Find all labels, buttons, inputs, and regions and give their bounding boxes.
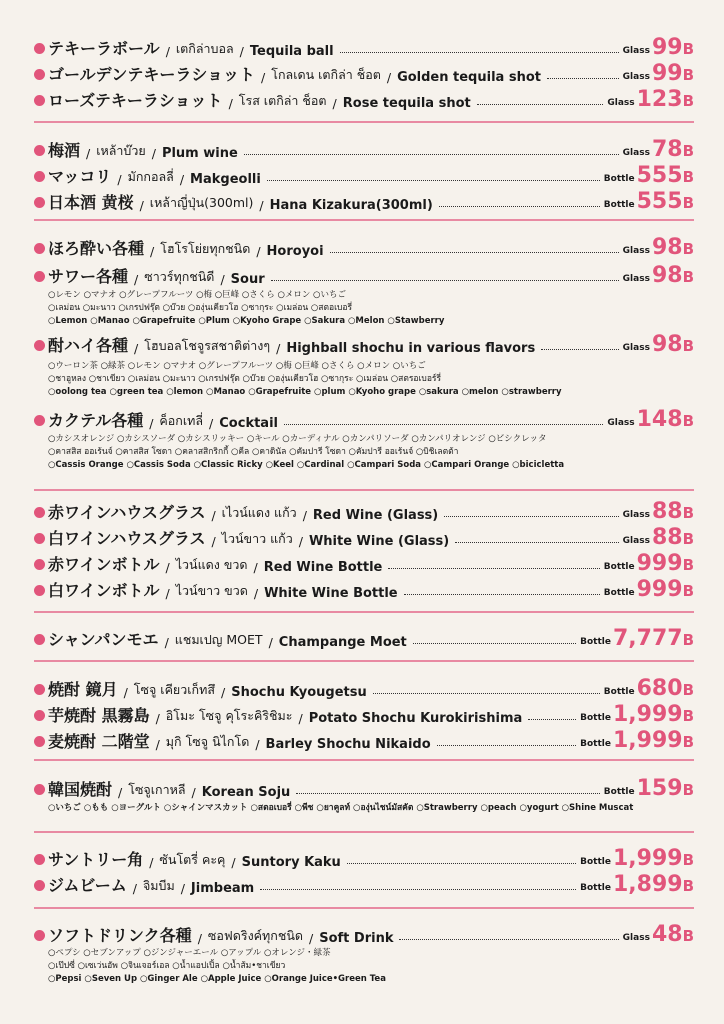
dotted-leader <box>296 793 599 794</box>
item-price: 123 <box>636 87 683 112</box>
bullet-icon <box>34 710 45 721</box>
separator: / <box>149 855 154 870</box>
item-name-th: ไวน์ขาว ขวด <box>175 583 248 598</box>
item-name-th: โฮโรโย่ยทุกชนิด <box>160 241 251 256</box>
serving-unit: Bottle <box>603 787 635 797</box>
separator: / <box>132 881 137 896</box>
menu-item <box>34 88 694 111</box>
serving-unit: Bottle <box>580 713 611 723</box>
separator: / <box>155 711 160 726</box>
bullet-icon <box>34 43 45 54</box>
separator: / <box>139 198 144 213</box>
item-name-en: Makgeolli <box>190 172 261 187</box>
currency-symbol: B <box>682 851 694 869</box>
item-name-en: Red Wine (Glass) <box>312 508 439 523</box>
item-name-jp: 芋焼酎 黒霧島 <box>48 706 150 725</box>
item-name-jp: シャンパンモエ <box>48 630 159 649</box>
bullet-icon <box>34 585 45 596</box>
dotted-leader <box>547 78 619 79</box>
item-name-en: Jimbeam <box>190 881 255 896</box>
menu-item <box>34 36 694 59</box>
item-price: 159 <box>636 776 683 801</box>
bullet-icon <box>34 533 45 544</box>
item-name-th: ซาวร์ทุกชนิดี <box>144 269 215 284</box>
currency-symbol: B <box>682 681 694 699</box>
item-price: 99 <box>651 61 683 86</box>
flavor-options: ○เป๊ปซี่ ○เซเว่นอัพ ○จินเจอร์เอล ○น้ำแอปเปิ้ล ○น้ำส้ม•ชาเขียว <box>48 961 286 971</box>
bullet-icon <box>34 243 45 254</box>
item-name-en: White Wine Bottle <box>264 586 398 601</box>
separator: / <box>239 44 244 59</box>
serving-unit: Glass <box>622 274 650 284</box>
item-name-th: เหล้าญี่ปุ่น(300ml) <box>149 195 254 210</box>
item-name-en: Rose tequila shot <box>342 96 471 111</box>
item-name-th: มักกอลลี่ <box>127 169 174 184</box>
item-price: 1,899 <box>612 872 683 897</box>
item-name-en: Hana Kizakura(300ml) <box>269 198 433 213</box>
item-name-th: ไวน์ขาว แก้ว <box>221 531 293 546</box>
separator: / <box>309 931 314 946</box>
item-name-th: ซอฟดริงค์ทุกชนิด <box>207 928 303 943</box>
separator: / <box>220 685 226 700</box>
item-name-th: ซันโตรี่ คะคุ <box>159 852 226 867</box>
item-price: 555 <box>636 163 683 188</box>
menu-item <box>34 190 694 213</box>
item-name-jp: ジムビーム <box>48 876 127 895</box>
serving-unit: Glass <box>622 510 650 520</box>
menu-item <box>34 729 694 752</box>
dotted-leader <box>528 719 576 720</box>
serving-unit: Glass <box>622 148 650 158</box>
item-price: 680 <box>636 676 683 701</box>
bullet-icon <box>34 736 45 747</box>
item-name-th: จิมบีม <box>142 878 175 893</box>
item-price: 7,777 <box>612 626 683 651</box>
item-name-th: โกลเดน เตกิล่า ช็อต <box>271 67 381 82</box>
item-name-jp: 麦焼酎 二階堂 <box>48 732 150 751</box>
item-name-jp: カクテル各種 <box>48 411 144 430</box>
item-name-en: Red Wine Bottle <box>263 560 383 575</box>
serving-unit: Glass <box>607 98 635 108</box>
dotted-leader <box>404 594 600 595</box>
menu-item <box>34 333 694 356</box>
item-name-th: แชมเปญ MOET <box>174 632 263 647</box>
item-name-en: Barley Shochu Nikaido <box>265 737 431 752</box>
item-price: 88 <box>651 499 683 524</box>
dotted-leader <box>444 516 618 517</box>
item-name-th: เหล้าบ๊วย <box>96 143 146 158</box>
separator: / <box>209 416 214 431</box>
dotted-leader <box>340 52 619 53</box>
item-price: 1,999 <box>612 702 683 727</box>
menu-item <box>34 164 694 187</box>
section-divider <box>34 219 694 221</box>
item-name-th: โซจูเกาหลี <box>128 782 186 797</box>
dotted-leader <box>439 206 600 207</box>
menu-item <box>34 677 694 700</box>
item-name-en: Sour <box>230 272 265 287</box>
separator: / <box>302 508 307 523</box>
dotted-leader <box>437 745 576 746</box>
item-name-jp: 酎ハイ各種 <box>48 336 129 355</box>
section-divider <box>34 489 694 491</box>
menu-item <box>34 923 694 946</box>
menu-item <box>34 847 694 870</box>
currency-symbol: B <box>682 733 694 751</box>
serving-unit: Bottle <box>580 883 611 893</box>
bullet-icon <box>34 880 45 891</box>
item-name-en: Cocktail <box>219 416 278 431</box>
serving-unit: Glass <box>607 418 635 428</box>
section-divider <box>34 759 694 761</box>
currency-symbol: B <box>682 504 694 522</box>
separator: / <box>165 586 170 601</box>
item-price: 99 <box>651 35 683 60</box>
section-divider <box>34 121 694 123</box>
item-price: 98 <box>651 235 683 260</box>
bullet-icon <box>34 854 45 865</box>
currency-symbol: B <box>682 168 694 186</box>
item-name-en: Golden tequila shot <box>397 70 541 85</box>
separator: / <box>197 931 202 946</box>
separator: / <box>134 341 139 356</box>
separator: / <box>253 586 259 601</box>
separator: / <box>117 172 122 187</box>
currency-symbol: B <box>682 877 694 895</box>
menu-item <box>34 627 694 650</box>
serving-unit: Glass <box>622 246 650 256</box>
currency-symbol: B <box>682 66 694 84</box>
dotted-leader <box>455 542 618 543</box>
menu-item <box>34 408 694 431</box>
serving-unit: Bottle <box>603 687 635 697</box>
currency-symbol: B <box>682 412 694 430</box>
bullet-icon <box>34 684 45 695</box>
section-divider <box>34 907 694 909</box>
serving-unit: Bottle <box>603 588 635 598</box>
item-name-jp: ほろ酔い各種 <box>48 239 145 258</box>
item-name-th: โซจู เคียวเก็ทสึ <box>133 682 215 697</box>
flavor-options: ○ชาอูหลง ○ชาเขียว ○เลม่อน ○มะนาว ○เกรปฟรุ๊ต ○บ๊วย ○องุ่นเคียวโฮ ○ซากุระ ○เมล่อน ○สตรอเบอร์รี่ <box>48 374 442 384</box>
serving-unit: Bottle <box>580 857 611 867</box>
separator: / <box>179 172 185 187</box>
flavor-options: ○カシスオレンジ ○カシスソーダ ○カシスリッキー ○キール ○カーディナル ○カンパリソーダ ○カンパリオレンジ ○ビシクレッタ <box>48 434 547 444</box>
item-price: 98 <box>651 332 683 357</box>
menu-item <box>34 500 694 523</box>
dotted-leader <box>284 424 603 425</box>
bullet-icon <box>34 197 45 208</box>
separator: / <box>276 341 281 356</box>
item-name-en: Plum wine <box>161 146 238 161</box>
currency-symbol: B <box>682 240 694 258</box>
item-name-en: Soft Drink <box>319 931 394 946</box>
dotted-leader <box>244 154 619 155</box>
separator: / <box>164 635 169 650</box>
serving-unit: Bottle <box>603 174 635 184</box>
bullet-icon <box>34 340 45 351</box>
menu-item <box>34 264 694 287</box>
serving-unit: Glass <box>622 72 650 82</box>
item-price: 88 <box>651 525 683 550</box>
currency-symbol: B <box>682 707 694 725</box>
dotted-leader <box>399 939 618 940</box>
separator: / <box>255 737 260 752</box>
flavor-options: ○Lemon ○Manao ○Grapefruite ○Plum ○Kyoho Grape ○Sakura ○Melon ○Stawberry <box>48 316 445 326</box>
item-name-en: Suntory Kaku <box>241 855 341 870</box>
currency-symbol: B <box>682 40 694 58</box>
bullet-icon <box>34 415 45 426</box>
currency-symbol: B <box>682 631 694 649</box>
item-name-jp: マッコリ <box>48 167 112 186</box>
item-name-jp: 白ワインボトル <box>48 581 160 600</box>
item-name-en: Horoyoi <box>266 244 324 259</box>
currency-symbol: B <box>682 92 694 110</box>
dotted-leader <box>541 349 618 350</box>
item-name-jp: 赤ワインボトル <box>48 555 160 574</box>
menu-item <box>34 552 694 575</box>
dotted-leader <box>260 889 576 890</box>
flavor-options: ○Cassis Orange ○Cassis Soda ○Classic Ricky ○Keel ○Cardinal ○Campari Soda ○Campari Orange ○bicicletta <box>48 460 565 470</box>
separator: / <box>150 244 155 259</box>
separator: / <box>165 560 170 575</box>
dotted-leader <box>373 693 600 694</box>
flavor-options: ○คาสสิส ออเร้นจ์ ○คาสสิส โซดา ○คลาสสิกริกกี้ ○คีล ○คาดินัล ○คัมปารี โซดา ○คัมปารี ออเร้นจ์ ○บิชิเลตต้า <box>48 447 459 457</box>
currency-symbol: B <box>682 556 694 574</box>
item-price: 1,999 <box>612 728 683 753</box>
menu-item <box>34 62 694 85</box>
separator: / <box>256 244 261 259</box>
serving-unit: Bottle <box>580 739 611 749</box>
menu-item <box>34 138 694 161</box>
flavor-options: ○Pepsi ○Seven Up ○Ginger Ale ○Apple Juice ○Orange Juice•Green Tea <box>48 974 386 984</box>
menu-item <box>34 873 694 896</box>
item-name-jp: 赤ワインハウスグラス <box>48 503 206 522</box>
currency-symbol: B <box>682 927 694 945</box>
bullet-icon <box>34 634 45 645</box>
separator: / <box>191 785 196 800</box>
bullet-icon <box>34 95 45 106</box>
serving-unit: Bottle <box>603 200 635 210</box>
item-name-jp: 梅酒 <box>48 141 81 160</box>
item-name-en: Potato Shochu Kurokirishima <box>308 711 523 726</box>
item-name-th: มุกิ โซจู นิไกโด <box>165 734 250 749</box>
item-price: 98 <box>651 263 683 288</box>
bullet-icon <box>34 69 45 80</box>
separator: / <box>211 508 216 523</box>
item-name-jp: ローズテキーラショット <box>48 91 223 110</box>
item-price: 148 <box>636 407 683 432</box>
flavor-options: ○oolong tea ○green tea ○lemon ○Manao ○Grapefruite ○plum ○Kyoho grape ○sakura ○melon ○strawberry <box>48 387 562 397</box>
serving-unit: Glass <box>622 343 650 353</box>
separator: / <box>155 737 160 752</box>
item-name-jp: テキーラボール <box>48 39 160 58</box>
bullet-icon <box>34 930 45 941</box>
dotted-leader <box>267 180 600 181</box>
separator: / <box>332 96 337 111</box>
separator: / <box>298 534 303 549</box>
section-divider <box>34 611 694 613</box>
item-name-jp: 韓国焼酎 <box>48 780 113 799</box>
item-price: 999 <box>636 577 683 602</box>
item-name-th: ค็อกเทลี่ <box>159 413 204 428</box>
item-name-jp: ゴールデンテキーラショット <box>48 65 256 84</box>
separator: / <box>151 146 156 161</box>
serving-unit: Glass <box>622 536 650 546</box>
currency-symbol: B <box>682 337 694 355</box>
section-divider <box>34 831 694 833</box>
item-name-jp: ソフトドリンク各種 <box>48 926 192 945</box>
bullet-icon <box>34 171 45 182</box>
separator: / <box>149 416 154 431</box>
menu-item <box>34 526 694 549</box>
separator: / <box>231 855 236 870</box>
currency-symbol: B <box>682 781 694 799</box>
flavor-options: ○レモン ○マナオ ○グレープフルーツ ○梅 ○巨峰 ○さくら ○メロン ○いちご <box>48 290 346 300</box>
separator: / <box>228 96 233 111</box>
separator: / <box>180 881 185 896</box>
separator: / <box>86 146 91 161</box>
serving-unit: Glass <box>622 933 650 943</box>
menu-item <box>34 703 694 726</box>
item-name-th: ไวน์แดง ขวด <box>175 557 248 572</box>
item-name-en: White Wine (Glass) <box>308 534 450 549</box>
item-name-th: เตกิล่าบอล <box>175 41 234 56</box>
menu-item <box>34 236 694 259</box>
separator: / <box>211 534 216 549</box>
item-name-jp: サワー各種 <box>48 267 129 286</box>
bullet-icon <box>34 271 45 282</box>
menu-item <box>34 777 694 800</box>
dotted-leader <box>477 104 604 105</box>
item-name-en: Korean Soju <box>201 785 291 800</box>
serving-unit: Bottle <box>580 637 611 647</box>
item-name-th: โฮบอลโชจูรสชาติต่างๆ <box>144 338 271 353</box>
serving-unit: Bottle <box>603 562 635 572</box>
item-name-jp: 日本酒 黄桜 <box>48 193 134 212</box>
flavor-options: ○ペプシ ○セブンアップ ○ジンジャーエール ○アップル ○オレンジ・緑茶 <box>48 948 331 958</box>
bullet-icon <box>34 784 45 795</box>
separator: / <box>298 711 303 726</box>
item-name-en: Tequila ball <box>249 44 334 59</box>
serving-unit: Glass <box>622 46 650 56</box>
currency-symbol: B <box>682 268 694 286</box>
item-name-th: อิโมะ โซจู คุโระคิริชิมะ <box>165 708 293 723</box>
item-name-en: Shochu Kyougetsu <box>231 685 367 700</box>
separator: / <box>386 70 392 85</box>
bullet-icon <box>34 507 45 518</box>
flavor-options: ○いちご ○もも ○ヨーグルト ○シャインマスカット ○สตอเบอรี่ ○พีช ○ยาคูลท์ ○องุ่นไชน์มัสคัต ○Strawberry ○peach ○yogurt ○Shine Muscat <box>48 803 634 813</box>
item-name-jp: 焼酎 鏡月 <box>48 680 118 699</box>
item-price: 555 <box>636 189 683 214</box>
item-name-th: โรส เตกิล่า ช็อต <box>238 93 327 108</box>
currency-symbol: B <box>682 142 694 160</box>
item-price: 999 <box>636 551 683 576</box>
flavor-options: ○เลม่อน ○มะนาว ○เกรปฟรุ๊ต ○บ๊วย ○องุ่นเคียวโฮ ○ซากุระ ○เมล่อน ○สตอเบอรี่ <box>48 303 353 313</box>
dotted-leader <box>413 643 576 644</box>
separator: / <box>118 785 123 800</box>
dotted-leader <box>330 252 619 253</box>
section-divider <box>34 660 694 662</box>
item-name-th: เไวน์แดง แก้ว <box>221 505 297 520</box>
currency-symbol: B <box>682 582 694 600</box>
separator: / <box>261 70 266 85</box>
dotted-leader <box>347 863 576 864</box>
dotted-leader <box>271 280 619 281</box>
currency-symbol: B <box>682 530 694 548</box>
item-price: 78 <box>651 137 683 162</box>
separator: / <box>165 44 170 59</box>
bullet-icon <box>34 145 45 156</box>
separator: / <box>123 685 128 700</box>
item-name-en: Champange Moet <box>278 635 407 650</box>
separator: / <box>253 560 258 575</box>
item-name-en: Highball shochu in various flavors <box>286 341 536 356</box>
currency-symbol: B <box>682 194 694 212</box>
bullet-icon <box>34 559 45 570</box>
separator: / <box>259 198 264 213</box>
separator: / <box>220 272 225 287</box>
flavor-options: ○ウーロン茶 ○緑茶 ○レモン ○マナオ ○グレープフルーツ ○梅 ○巨峰 ○さくら ○メロン ○いちご <box>48 361 426 371</box>
separator: / <box>134 272 139 287</box>
menu-item <box>34 578 694 601</box>
dotted-leader <box>388 568 599 569</box>
item-name-jp: 白ワインハウスグラス <box>48 529 206 548</box>
separator: / <box>268 635 273 650</box>
item-name-jp: サントリー角 <box>48 850 144 869</box>
item-price: 1,999 <box>612 846 683 871</box>
item-price: 48 <box>651 922 683 947</box>
